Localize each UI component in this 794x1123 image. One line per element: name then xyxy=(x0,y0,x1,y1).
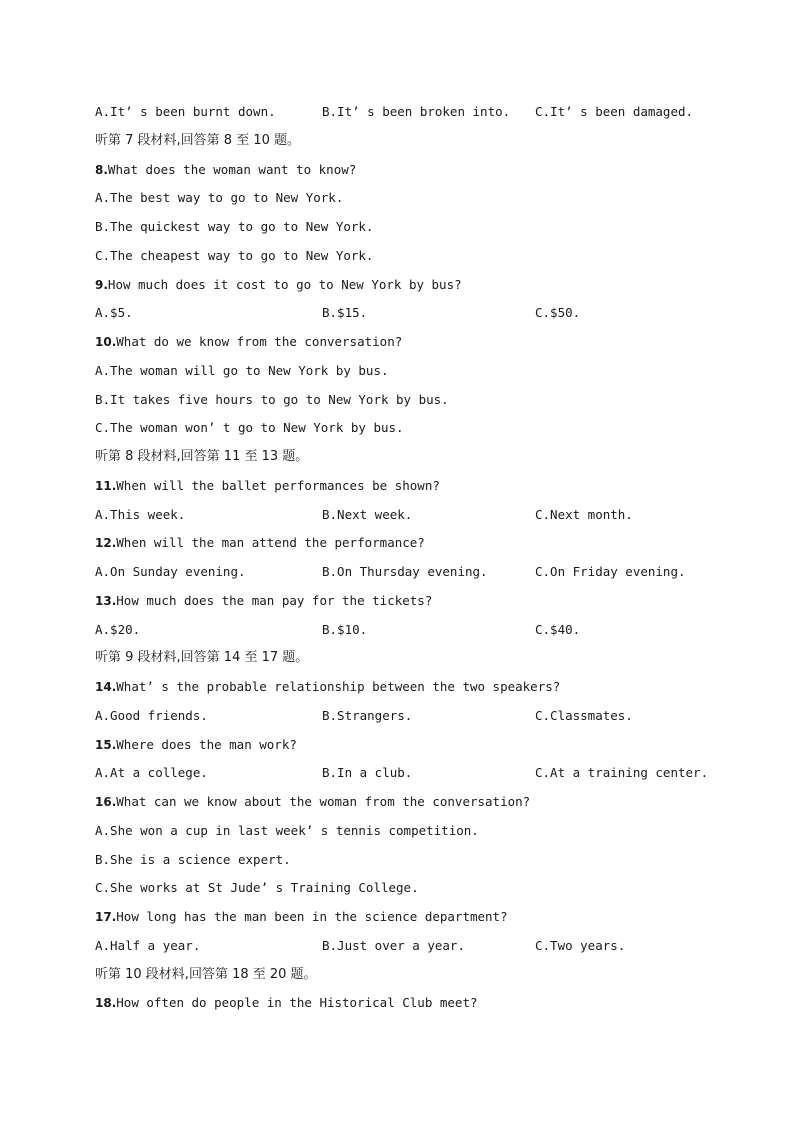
answer-option: A.The woman will go to New York by bus. xyxy=(95,363,389,378)
answer-option: C.She works at St Jude’ s Training College. xyxy=(95,880,419,895)
question xyxy=(95,478,440,494)
answer-option-a: A.At a college. xyxy=(95,765,208,780)
answer-option-b: B.On Thursday evening. xyxy=(322,564,488,579)
question-text: What does the woman want to know? xyxy=(107,162,357,177)
question xyxy=(95,593,432,609)
section-instruction: 听第 8 段材料,回答第 11 至 13 题。 xyxy=(95,449,309,464)
question-number: 18. xyxy=(95,996,117,1010)
answer-option: C.The cheapest way to go to New York. xyxy=(95,248,374,263)
answer-option-b: B.Just over a year. xyxy=(322,938,465,953)
question-number: 17. xyxy=(95,910,117,924)
question-number: 14. xyxy=(95,680,117,694)
question xyxy=(95,995,478,1011)
question-text: How long has the man been in the science department? xyxy=(116,909,508,924)
answer-option-c: C.Classmates. xyxy=(535,708,633,723)
answer-option-a: A.Good friends. xyxy=(95,708,208,723)
answer-option-c: C.On Friday evening. xyxy=(535,564,686,579)
question xyxy=(95,162,356,178)
question-text: How often do people in the Historical Club meet? xyxy=(116,995,478,1010)
answer-option-c: C.Two years. xyxy=(535,938,626,953)
question-text: How much does the man pay for the tickets? xyxy=(116,593,433,608)
answer-option-b: B.In a club. xyxy=(322,765,413,780)
answer-option: B.The quickest way to go to New York. xyxy=(95,219,374,234)
answer-option-b: B.$15. xyxy=(322,305,368,320)
answer-option-a: A.$5. xyxy=(95,305,133,320)
question xyxy=(95,334,402,350)
answer-option: B.She is a science expert. xyxy=(95,852,291,867)
answer-option-c: C.$50. xyxy=(535,305,581,320)
question xyxy=(95,737,297,753)
section-instruction: 听第 10 段材料,回答第 18 至 20 题。 xyxy=(95,967,317,982)
section-instruction: 听第 9 段材料,回答第 14 至 17 题。 xyxy=(95,650,309,665)
question-number: 11. xyxy=(95,479,117,493)
answer-option-b: B.$10. xyxy=(322,622,368,637)
question-text: What’ s the probable relationship between the two speakers? xyxy=(116,679,561,694)
answer-option-a: A.On Sunday evening. xyxy=(95,564,246,579)
question-text: When will the ballet performances be shown? xyxy=(116,478,440,493)
answer-option-a: A.$20. xyxy=(95,622,141,637)
answer-option-a: A.It’ s been burnt down. xyxy=(95,104,276,119)
question-number: 16. xyxy=(95,795,117,809)
question xyxy=(95,794,530,810)
question-number: 13. xyxy=(95,594,117,608)
question-text: When will the man attend the performance? xyxy=(116,535,425,550)
answer-option-c: C.$40. xyxy=(535,622,581,637)
answer-option-a: A.Half a year. xyxy=(95,938,201,953)
answer-option-a: A.This week. xyxy=(95,507,186,522)
question-text: What can we know about the woman from the conversation? xyxy=(116,794,531,809)
section-instruction: 听第 7 段材料,回答第 8 至 10 题。 xyxy=(95,133,301,148)
question-text: Where does the man work? xyxy=(116,737,297,752)
question xyxy=(95,679,560,695)
answer-option-b: B.Strangers. xyxy=(322,708,413,723)
answer-option-c: C.At a training center. xyxy=(535,765,709,780)
question xyxy=(95,909,508,925)
answer-option: A.The best way to go to New York. xyxy=(95,190,344,205)
question-number: 8. xyxy=(95,163,108,177)
question-text: How much does it cost to go to New York by bus? xyxy=(107,277,462,292)
question xyxy=(95,535,425,551)
answer-option-c: C.Next month. xyxy=(535,507,633,522)
question-number: 15. xyxy=(95,738,117,752)
answer-option-b: B.Next week. xyxy=(322,507,413,522)
answer-option: A.She won a cup in last week’ s tennis competition. xyxy=(95,823,479,838)
question-number: 10. xyxy=(95,335,117,349)
answer-option-b: B.It’ s been broken into. xyxy=(322,104,511,119)
answer-option-c: C.It’ s been damaged. xyxy=(535,104,694,119)
answer-option: C.The woman won’ t go to New York by bus. xyxy=(95,420,404,435)
question xyxy=(95,277,462,293)
answer-option: B.It takes five hours to go to New York by bus. xyxy=(95,392,449,407)
question-text: What do we know from the conversation? xyxy=(116,334,403,349)
question-number: 9. xyxy=(95,278,108,292)
question-number: 12. xyxy=(95,536,117,550)
